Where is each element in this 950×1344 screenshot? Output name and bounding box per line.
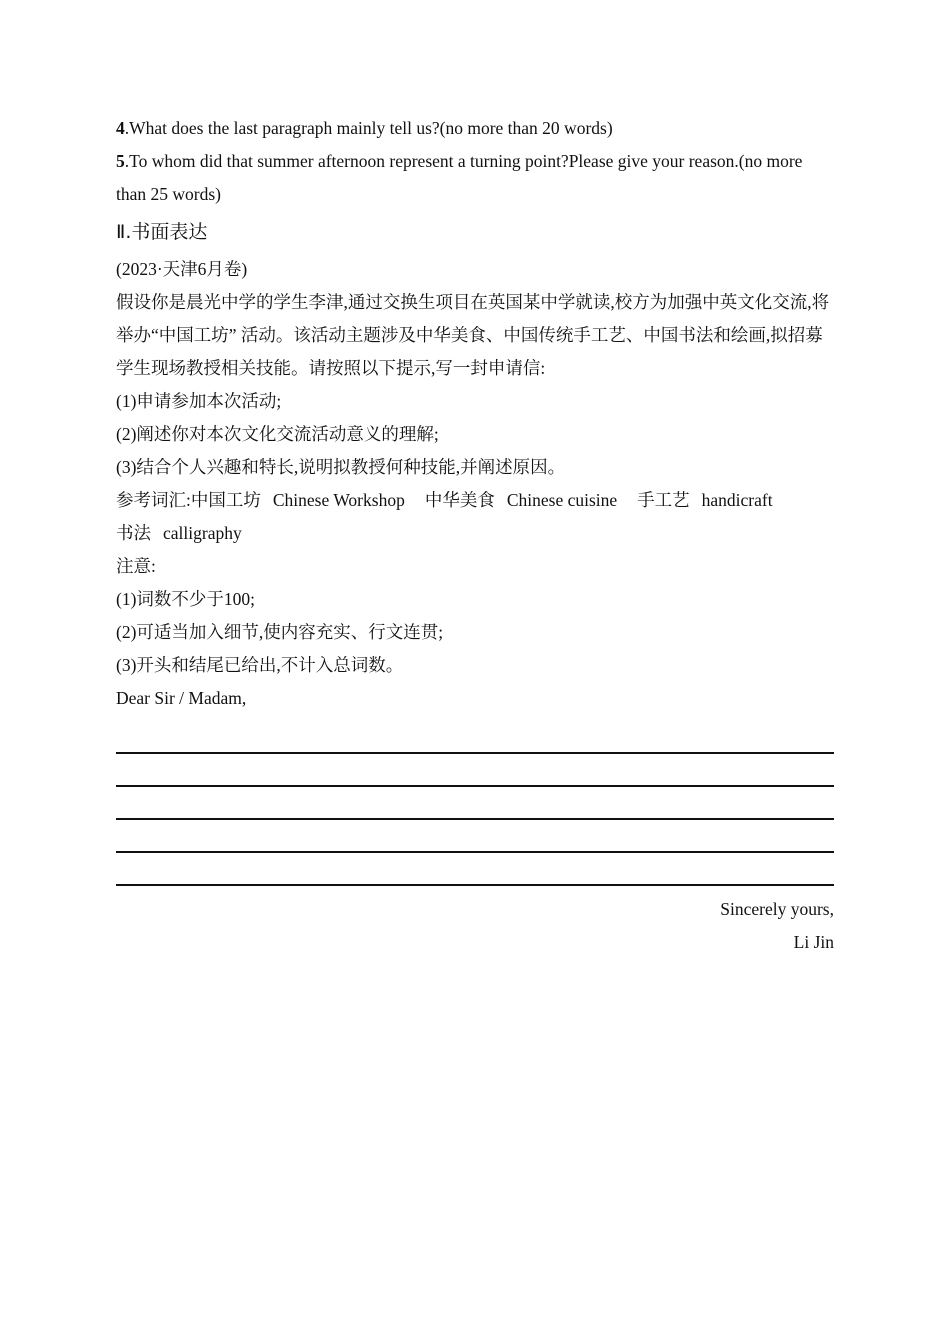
question-4	[116, 112, 834, 145]
writing-prompt: 假设你是晨光中学的学生李津,通过交换生项目在英国某中学就读,校方为加强中英文化交流,将举办“中国工坊” 活动。该活动主题涉及中华美食、中国传统手工艺、中国书法和绘画,拟招募学生现场教授相关技能。请按照以下提示,写一封申请信:	[116, 292, 830, 378]
vocab-cn: 书法	[116, 523, 151, 543]
answer-area	[116, 723, 834, 886]
letter-salutation: Dear Sir / Madam,	[116, 688, 247, 708]
answer-line[interactable]	[116, 756, 834, 787]
note-2: (2)可适当加入细节,使内容充实、行文连贯;	[116, 622, 444, 642]
note-3: (3)开头和结尾已给出,不计入总词数。	[116, 655, 404, 675]
vocab-label: 参考词汇:	[116, 490, 191, 510]
answer-line[interactable]	[116, 723, 834, 754]
prompt-point-3: (3)结合个人兴趣和特长,说明拟教授何种技能,并阐述原因。	[116, 457, 566, 477]
vocab-cn: 中国工坊	[190, 490, 261, 510]
answer-line[interactable]	[116, 855, 834, 886]
vocab-cn: 手工艺	[637, 490, 690, 510]
vocab-en: calligraphy	[163, 523, 242, 543]
answer-line[interactable]	[116, 789, 834, 820]
vocab-cn: 中华美食	[424, 490, 495, 510]
letter-signature: Li Jin	[793, 932, 834, 952]
note-1: (1)词数不少于100;	[116, 589, 256, 609]
question-text: .What does the last paragraph mainly tell us?(no more than 20 words)	[124, 118, 613, 138]
question-number: 5	[116, 151, 125, 171]
letter-closing: Sincerely yours,	[720, 899, 834, 919]
letter-closing-block	[116, 893, 834, 959]
question-text: .To whom did that summer afternoon represent a turning point?Please give your reason.(no more than 25 words)	[116, 151, 803, 204]
question-5	[116, 145, 834, 211]
prompt-point-1: (1)申请参加本次活动;	[116, 391, 282, 411]
vocab-line-2	[116, 517, 834, 550]
vocab-en: Chinese Workshop	[272, 490, 405, 510]
vocab-en: handicraft	[701, 490, 773, 510]
section-heading: Ⅱ.书面表达	[116, 221, 208, 243]
notes-label: 注意:	[116, 556, 156, 576]
prompt-point-2: (2)阐述你对本次文化交流活动意义的理解;	[116, 424, 439, 444]
vocab-en: Chinese cuisine	[506, 490, 618, 510]
source-citation: (2023·天津6月卷)	[116, 259, 248, 279]
vocab-line-1	[116, 484, 834, 517]
question-number: 4	[116, 118, 125, 138]
document-page	[116, 112, 834, 959]
answer-line[interactable]	[116, 822, 834, 853]
